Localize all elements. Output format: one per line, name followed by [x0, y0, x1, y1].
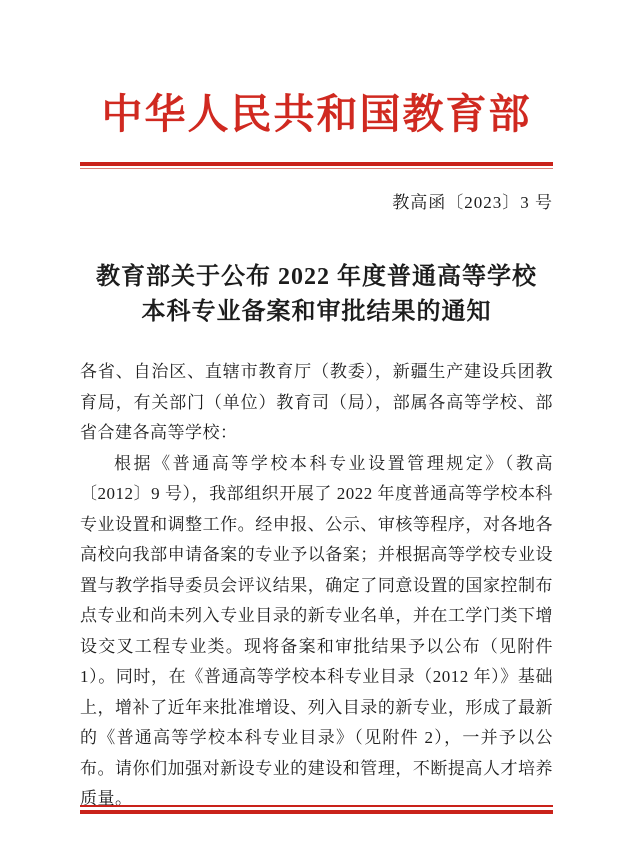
document-title-line2: 本科专业备案和审批结果的通知	[141, 299, 492, 325]
document-title-line1: 教育部关于公布 2022 年度普通高等学校	[96, 264, 537, 290]
header-red-divider	[80, 162, 553, 169]
recipients-salutation: 各省、自治区、直辖市教育厅（教委），新疆生产建设兵团教育局，有关部门（单位）教育司（局），部属各高等学校、部省合建各高等学校：	[80, 362, 553, 442]
footer-red-divider	[80, 805, 553, 814]
body-paragraph: 根据《普通高等学校本科专业设置管理规定》（教高〔2012〕9 号），我部组织开展了 2022 年度普通高等学校本科专业设置和调整工作。经申报、公示、审核等程序，对各地各高校向我部申请备案的专业予以备案；并根据高等学校专业设置与教学指导委员会评议结果，确定了同意设置的国家控制布点专业和尚未列入专业目录的新专业名单，并在工学门类下增设交叉工程专业类。现将备案和审批结果予以公布（见附件 1）。同时，在《普通高等学校本科专业目录（2012 年）》基础上，增补了近年来批准增设、列入目录的新专业，形成了最新的《普通高等学校本科专业目录》（见附件 2），一并予以公布。请你们加强对新设专业的建设和管理，不断提高人才培养质量。	[80, 453, 553, 808]
issuing-authority-title: 中华人民共和国教育部	[101, 91, 532, 137]
document-number: 教高函〔2023〕3 号	[392, 193, 553, 212]
document-body	[80, 357, 553, 815]
document-title	[80, 260, 553, 330]
